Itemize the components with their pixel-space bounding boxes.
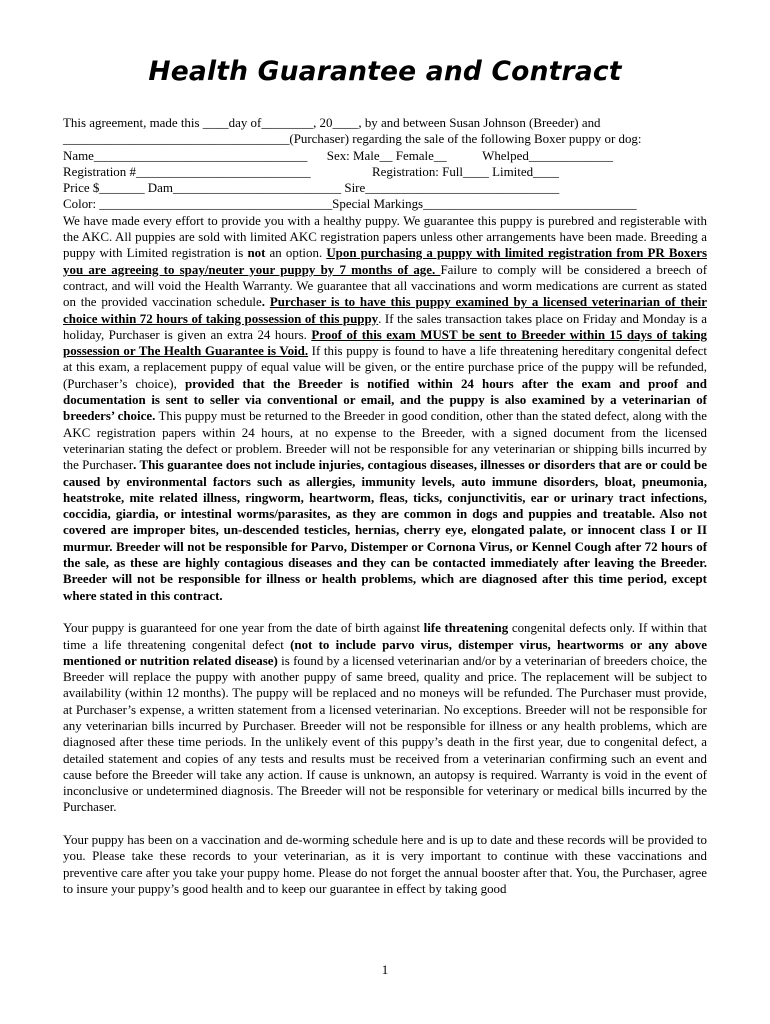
paragraph-guarantee-terms [63,213,707,604]
text-run: . [432,261,441,277]
text-run: . [261,294,270,310]
text-run: . This guarantee does not include injuries, contagious diseases, illnesses or disorders that are or could be caused by environmental factors such as allergies, immunity levels, auto immune disorders, bloat, pneumonia, heatstroke, mite related illness, ringworm, heartworm, fleas, ticks, conjunctivitis, ear or urinary tract infections, coccidia, giardia, or intestinal worms/parasites, as they are common in dogs and puppies and treatable. Also not covered are improper bites, un-descended testicles, hernias, cherry eye, elongated palate, or innocent class I or II murmur. Breeder will not be responsible for Parvo, Distemper or Cornona Virus, or Kennel Cough after 72 hours of the sale, as these are highly contagious diseases and they can be contacted immediately after leaving the Breeder. Breeder will not be responsible for illness or health problems, which are diagnosed after this time period, except where stated in this contract. [63,457,707,603]
form-line-registration: Registration #___________________________ Registration: Full____ Limited____ [63,163,559,179]
text-run: (not to include parvo virus, distemper virus, heartworms or any above mentioned or nutrition related disease) [63,636,708,668]
text-run: life threatening [423,620,509,636]
text-run: Proof of this exam MUST be sent to Breeder within 15 days of taking possession or The Health Guarantee is Void. [63,326,707,359]
form-line-price-dam-sire: Price $_______ Dam__________________________ Sire______________________________ [63,180,560,196]
form-line-name-sex-whelped: Name_________________________________ Sex: Male__ Female__ Whelped_____________ [63,147,613,163]
text-run: Failure to comply will be considered a breech of contract, and will void the Health Warranty. We guarantee that all vaccinations and worm medications are current as stated on the provided vaccination schedule [63,261,708,310]
text-run: congenital defects only. If within that time a life threatening congenital defect [63,620,707,652]
paragraph-one-year-guarantee [63,620,707,816]
text-run: is found by a licensed veterinarian and/or by a veterinarian of breeders choice, the Breeder will replace the puppy with another puppy of same breed, quality and price. The replacement will be subject to availability (within 12 months). The puppy will be replaced and no moneys will be refunded. The Purchaser must provide, at Purchaser’s expense, a written statement from a licensed veterinarian. No exceptions. Breeder will not be responsible for any veterinarian bills incurred by Purchaser. Breeder will not be responsible for illness or any health problems, which are diagnosed after these time periods. In the unlikely event of this puppy’s death in the first year, due to congenital defect, a detailed statement and copies of any tests and results must be received from a veterinarian confirming such an event and cause before the Breeder will take any action. If cause is unknown, an autopsy is required. Warranty is void in the event of inconclusive or undetermined diagnosis. The Breeder will not be responsible for veterinary or medical bills incurred by the Purchaser. [63,652,707,815]
text-run: Purchaser is to have this puppy examined by a licensed veterinarian of their choice within 72 hours of taking possession of this puppy [63,294,708,326]
form-line-purchaser: ___________________________________(Purchaser) regarding the sale of the following Boxer puppy or dog: [63,131,642,147]
page-title: Health Guarantee and Contract [148,56,622,87]
text-run: Upon purchasing a puppy with limited registration from PR Boxers you are agreeing to spay/neuter your puppy by 7 months of age [63,245,707,277]
text-run: an option. [265,245,327,261]
contract-form-fields [63,115,707,213]
contract-body [63,115,707,897]
text-run: We have made every effort to provide you with a healthy puppy. We guarantee this puppy is purebred and registerable with the AKC. All puppies are sold with limited AKC registration papers unless other arrangements have been made. Breeding a puppy with Limited registration is [63,212,707,261]
text-run: If this puppy is found to have a life threatening hereditary congenital defect at this exam, a replacement puppy of equal value will be given, or the entire purchase price of the puppy will be refunded, (Purchaser’s choice), [63,343,707,391]
text-run: This puppy must be returned to the Breeder in good condition, other than the stated defect, along with the AKC registration papers within 24 hours, at no expense to the Breeder, with a signed document from the licensed veterinarian stating the defect or problem. Breeder will not be responsible for any veterinarian or shipping bills incurred by the Purchaser [63,408,707,473]
paragraph-vaccination-schedule [63,832,707,897]
text-run: . If the sales transaction takes place on Friday and Monday is a holiday, Purchaser is given an extra 24 hours. [63,310,707,342]
form-line-color-markings: Color: ____________________________________Special Markings_________________________________ [63,196,637,212]
text-run: provided that the Breeder is notified within 24 hours after the exam and proof and documentation is sent to seller via conventional or email, and the puppy is also examined by a veterinarian of breeders’ choice. [63,375,707,424]
text-run: not [247,245,266,261]
form-line-agreement: This agreement, made this ____day of________, 20____, by and between Susan Johnson (Breeder) and [63,115,601,130]
text-run: Your puppy has been on a vaccination and de-worming schedule here and is up to date and these records will be provided to you. Please take these records to your veterinarian, as it is very important to continue with these vaccinations and preventive care after you take your puppy home. Please do not forget the annual booster after that. You, the Purchaser, agree to insure your puppy’s good health and to keep our guarantee in effect by taking good [63,832,707,896]
page-number: 1 [381,962,389,977]
text-run: Your puppy is guaranteed for one year from the date of birth against [63,620,424,636]
